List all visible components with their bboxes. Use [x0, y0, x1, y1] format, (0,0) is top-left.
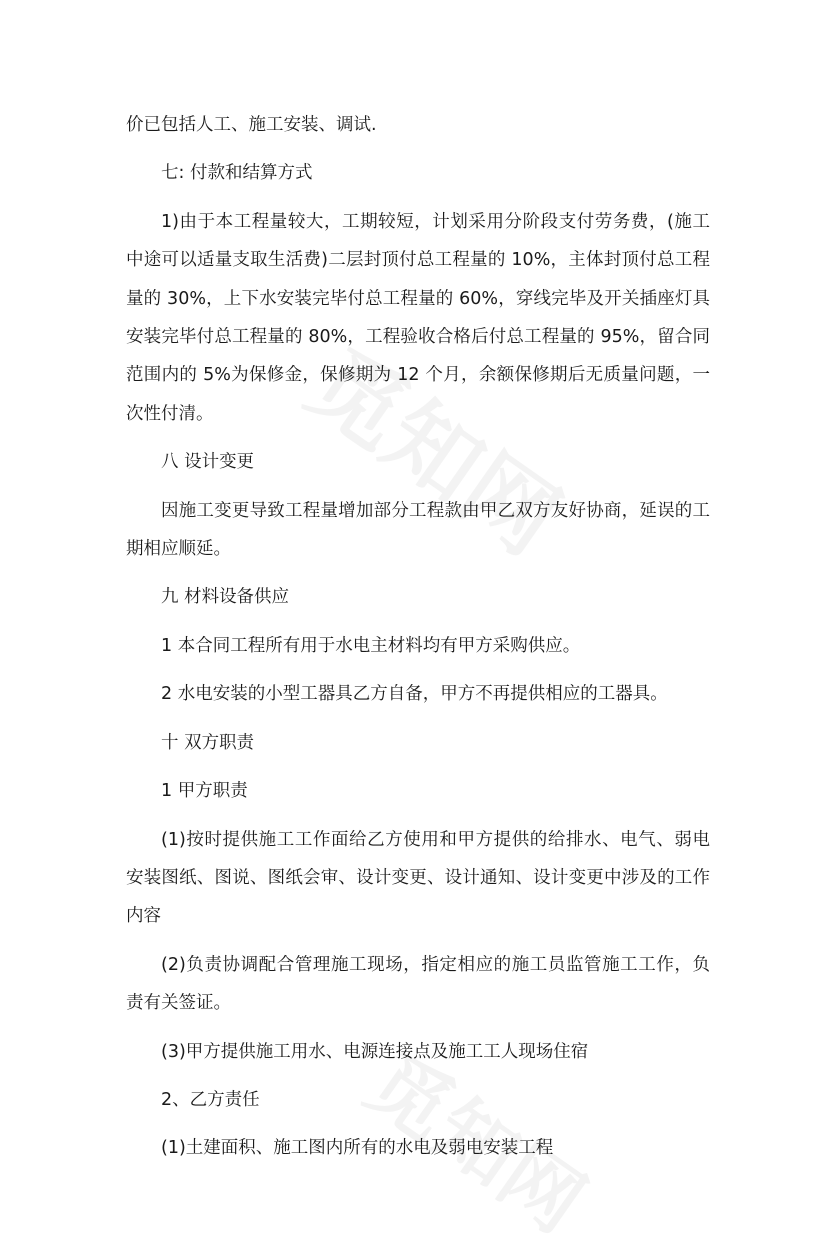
section-heading-responsibilities: 十 双方职责: [161, 732, 255, 753]
section-heading-design-change: 八 设计变更: [161, 452, 255, 473]
paragraph-price-continuation: 价已包括人工、施工安装、调试.: [126, 115, 377, 135]
subheading-party-b: 2、乙方责任: [161, 1089, 260, 1110]
paragraph-design-change: 因施工变更导致工程量增加部分工程款由甲乙双方友好协商，延误的工期相应顺延。: [126, 500, 710, 560]
subheading-party-a: 1 甲方职责: [161, 781, 248, 802]
paragraph-party-a-duty-1: (1)按时提供施工工作面给乙方使用和甲方提供的给排水、电气、弱电安装图纸、图说、图纸会审、设计变更、设计通知、设计变更中涉及的工作内容: [126, 829, 710, 927]
paragraph-party-b-duty-1: (1)土建面积、施工图内所有的水电及弱电安装工程: [161, 1138, 554, 1159]
paragraph-material-supply-2: 2 水电安装的小型工器具乙方自备，甲方不再提供相应的工器具。: [161, 684, 668, 705]
paragraph-payment-terms: 1)由于本工程量较大，工期较短，计划采用分阶段支付劳务费，(施工中途可以适量支取生活费)二层封顶付总工程量的 10%，主体封顶付总工程量的 30%，上下水安装完毕付总工程量的 60%，穿线完毕及开关插座灯具安装完毕付总工程量的 80%，工程验收合格后付总工程量的 95%，留合同范围内的 5%为保修金，保修期为 12 个月，余额保修期后无质量问题，一次性付清。: [126, 211, 710, 424]
section-heading-payment: 七: 付款和结算方式: [161, 163, 313, 184]
document-body: [126, 106, 710, 1168]
paragraph-party-a-duty-3: (3)甲方提供施工用水、电源连接点及施工工人现场住宿: [161, 1041, 589, 1062]
paragraph-material-supply-1: 1 本合同工程所有用于水电主材料均有甲方采购供应。: [161, 635, 581, 656]
section-heading-material-supply: 九 材料设备供应: [161, 587, 290, 608]
paragraph-party-a-duty-2: (2)负责协调配合管理施工现场，指定相应的施工员监管施工工作，负责有关签证。: [126, 954, 710, 1014]
